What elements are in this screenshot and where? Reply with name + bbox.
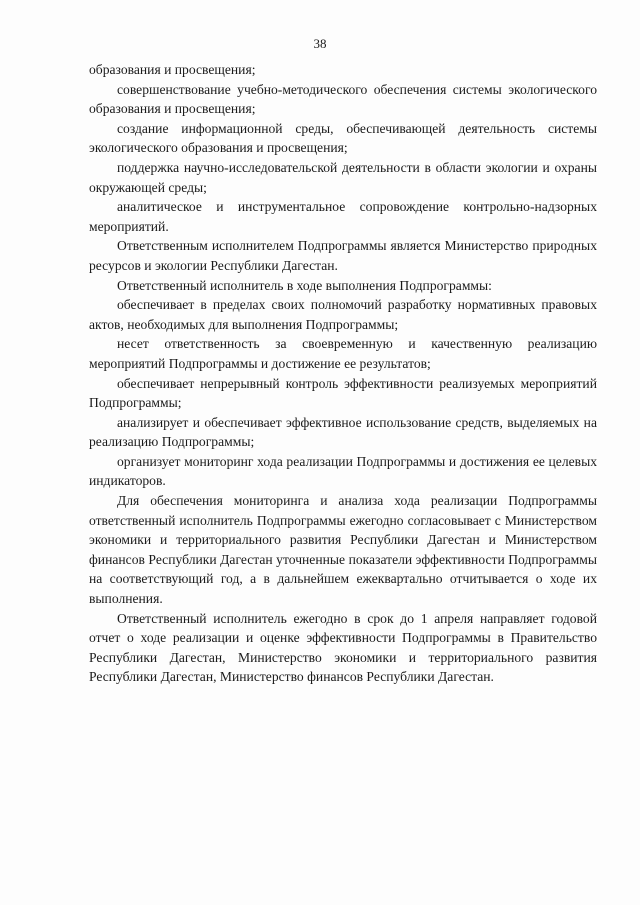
paragraph-3: создание информационной среды, обеспечивающей деятельность системы экологического образования и просвещения;	[89, 120, 597, 156]
paragraph-2: совершенствование учебно-методического обеспечения системы экологического образования и просвещения;	[89, 81, 597, 117]
paragraph-10: обеспечивает непрерывный контроль эффективности реализуемых мероприятий Подпрограммы;	[89, 375, 597, 411]
paragraph-9: несет ответственность за своевременную и качественную реализацию мероприятий Подпрограммы и достижение ее результатов;	[89, 336, 597, 371]
paragraph-14: Ответственный исполнитель ежегодно в срок до 1 апреля направляет годовой отчет о ходе реализации и оценке эффективности Подпрограммы в Правительство Республики Дагестан, Министерство экономики и территориального развития Республики Дагестан, Министерство финансов Республики Дагестан.	[89, 610, 597, 685]
body-text	[89, 60, 597, 687]
paragraph-6: Ответственным исполнителем Подпрограммы является Министерство природных ресурсов и экологии Республики Дагестан.	[89, 238, 597, 273]
paragraph-5: аналитическое и инструментальное сопровождение контрольно-надзорных мероприятий.	[89, 199, 597, 234]
paragraph-11: анализирует и обеспечивает эффективное использование средств, выделяемых на реализацию Подпрограммы;	[89, 414, 597, 450]
paragraph-8: обеспечивает в пределах своих полномочий разработку нормативных правовых актов, необходимых для выполнения Подпрограммы;	[89, 297, 597, 332]
paragraph-13: Для обеспечения мониторинга и анализа хода реализации Подпрограммы ответственный исполнитель Подпрограммы ежегодно согласовывает с Министерством экономики и территориального развития Республики Дагестан и Министерством финансов Республики Дагестан уточненные показатели эффективности Подпрограммы на соответствующий год, а в дальнейшем ежеквартально отчитывается о ходе их выполнения.	[89, 493, 597, 607]
paragraph-1: образования и просвещения;	[89, 62, 256, 77]
paragraph-12: организует мониторинг хода реализации Подпрограммы и достижения ее целевых индикаторов.	[89, 453, 597, 489]
paragraph-7: Ответственный исполнитель в ходе выполнения Подпрограммы:	[117, 277, 492, 293]
page-number: 38	[313, 36, 327, 51]
paragraph-4: поддержка научно-исследовательской деятельности в области экологии и охраны окружающей среды;	[89, 159, 597, 195]
